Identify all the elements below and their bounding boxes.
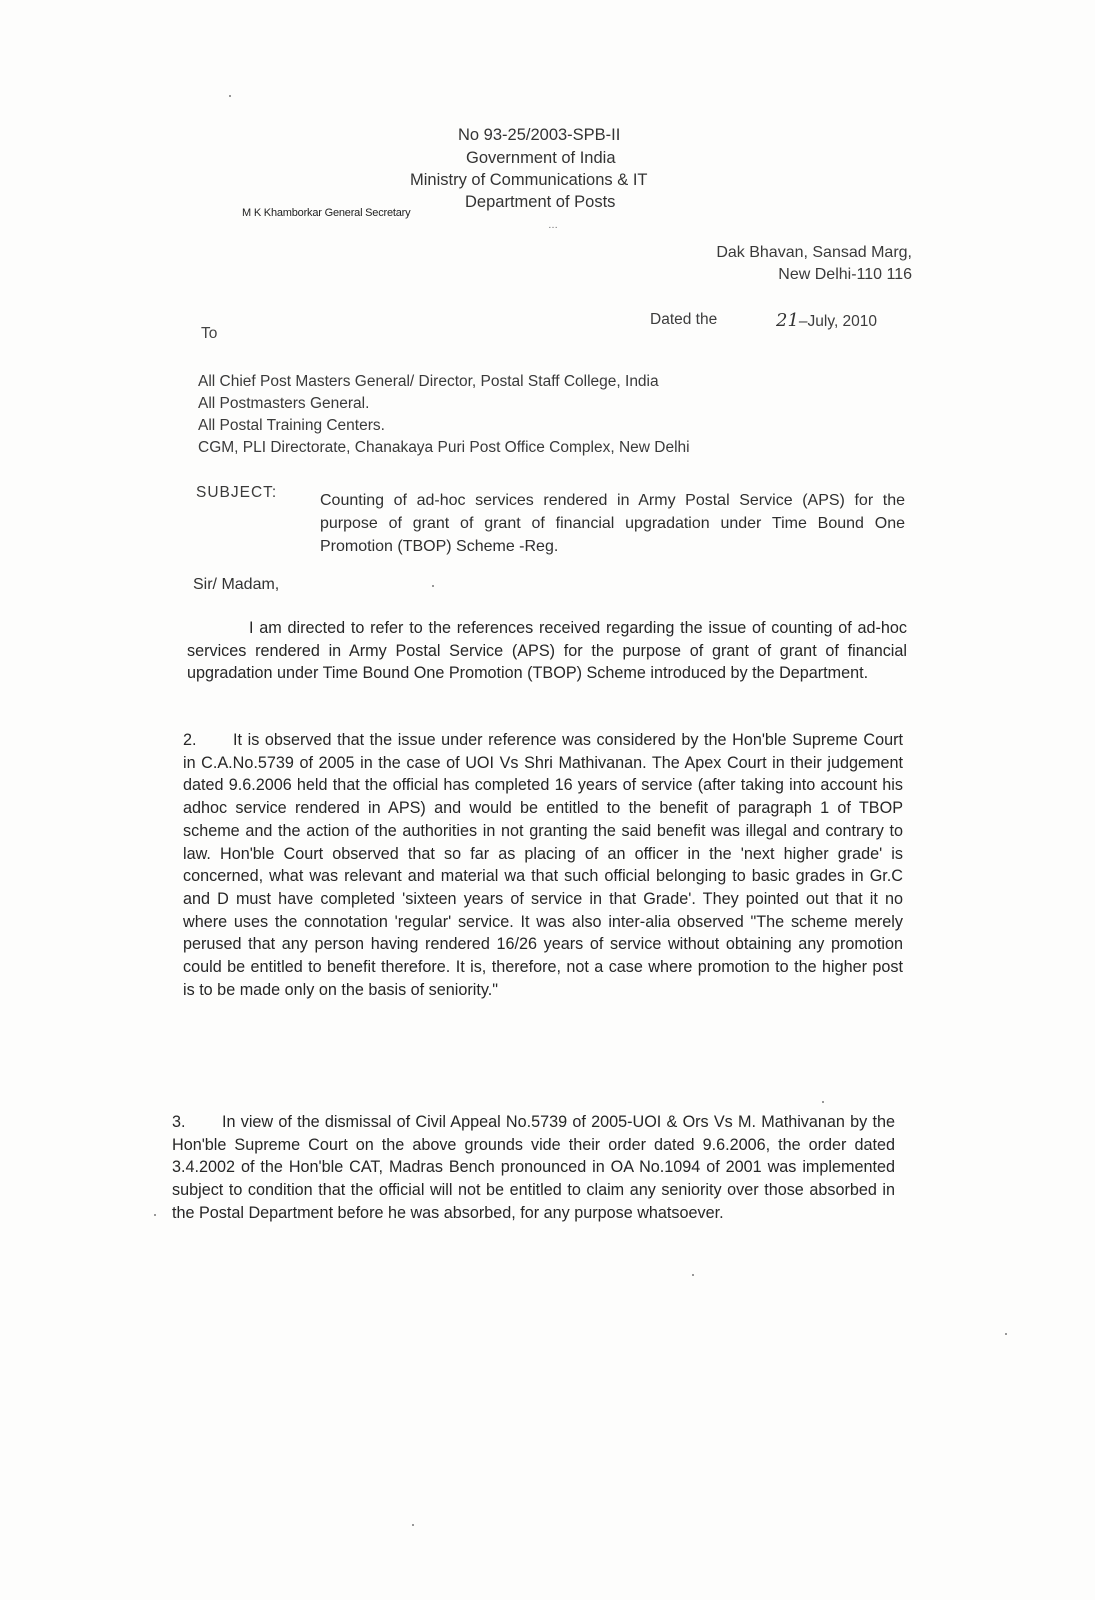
subject-label: SUBJECT: [196, 484, 278, 501]
scan-speck [229, 95, 231, 97]
recipient-item: All Postal Training Centers. [198, 417, 385, 434]
separator-dots: … [548, 220, 560, 231]
scan-speck [154, 1214, 156, 1216]
scan-speck [1005, 1333, 1007, 1335]
government-line: Government of India [466, 149, 616, 167]
paragraph-2-number: 2. [183, 731, 197, 749]
salutation: Sir/ Madam, [193, 576, 280, 593]
address-line-2: New Delhi-110 116 [778, 266, 912, 283]
paragraph-2-text: It is observed that the issue under reference was considered by the Hon'ble Supreme Court in C.A.No.5739 of 2005 in the case of UOI Vs Shri Mathivanan. The Apex Court in their judgement dated 9.6.2006 held that the official has completed 16 years of service (after taking into account his adhoc service rendered in APS) and would be entitled to the benefit of paragraph 1 of TBOP scheme and the action of the authorities in not granting the said benefit was illegal and contrary to law. Hon'ble Court observed that so far as placing of an officer in the 'next higher grade' is concerned, what was relevant and material wa that such official belonging to basic grades in Gr.C and D must have completed 'sixteen years of service in that Grade'. They pointed out that it no where uses the connotation 'regular' service. It was also inter-alia observed "The scheme merely perused that any person having rendered 16/26 years of service without obtaining any promotion could be entitled to benefit therefore. It is, therefore, not a case where promotion to the higher post is to be made only on the basis of seniority." [183, 731, 903, 999]
date-day: 21 [776, 310, 799, 331]
ministry-line: Ministry of Communications & IT [410, 171, 648, 189]
recipient-item: CGM, PLI Directorate, Chanakaya Puri Post Office Complex, New Delhi [198, 439, 690, 456]
paragraph-3 [172, 1111, 895, 1225]
address-line-1: Dak Bhavan, Sansad Marg, [716, 244, 912, 261]
to-label: To [201, 325, 218, 342]
recipient-list [198, 371, 690, 459]
paragraph-2 [183, 729, 903, 1001]
paragraph-3-number: 3. [172, 1113, 186, 1131]
file-number: No 93-25/2003-SPB-II [458, 126, 621, 144]
paragraph-3-text: In view of the dismissal of Civil Appeal No.5739 of 2005-UOI & Ors Vs M. Mathivanan by the Hon'ble Supreme Court on the above grounds vide their order dated 9.6.2006, the order dated 3.4.2002 of the Hon'ble CAT, Madras Bench pronounced in OA No.1094 of 2001 was implemented subject to condition that the official will not be entitled to claim any seniority over those absorbed in the Postal Department before he was absorbed, for any purpose whatsoever. [172, 1113, 895, 1222]
department-line: Department of Posts [465, 193, 616, 211]
paragraph-1: I am directed to refer to the references received regarding the issue of counting of ad-hoc services rendered in Army Postal Service (APS) for the purpose of grant of grant of financial upgradation under Time Bound One Promotion (TBOP) Scheme introduced by the Department. [187, 619, 907, 683]
date-rest: –July, 2010 [798, 313, 878, 330]
scan-speck [432, 585, 434, 587]
handwritten-annotation: M K Khamborkar General Secretary [242, 207, 411, 219]
scan-speck [692, 1274, 694, 1276]
subject-text: Counting of ad-hoc services rendered in Army Postal Service (APS) for the purpose of grant of grant of financial upgradation under Time Bound One Promotion (TBOP) Scheme -Reg. [320, 492, 905, 555]
scan-speck [822, 1101, 824, 1103]
date-label: Dated the [650, 311, 718, 328]
recipient-item: All Postmasters General. [198, 395, 370, 412]
date-value [776, 310, 877, 331]
recipient-item: All Chief Post Masters General/ Director, Postal Staff College, India [198, 373, 659, 390]
scan-speck [412, 1524, 414, 1526]
